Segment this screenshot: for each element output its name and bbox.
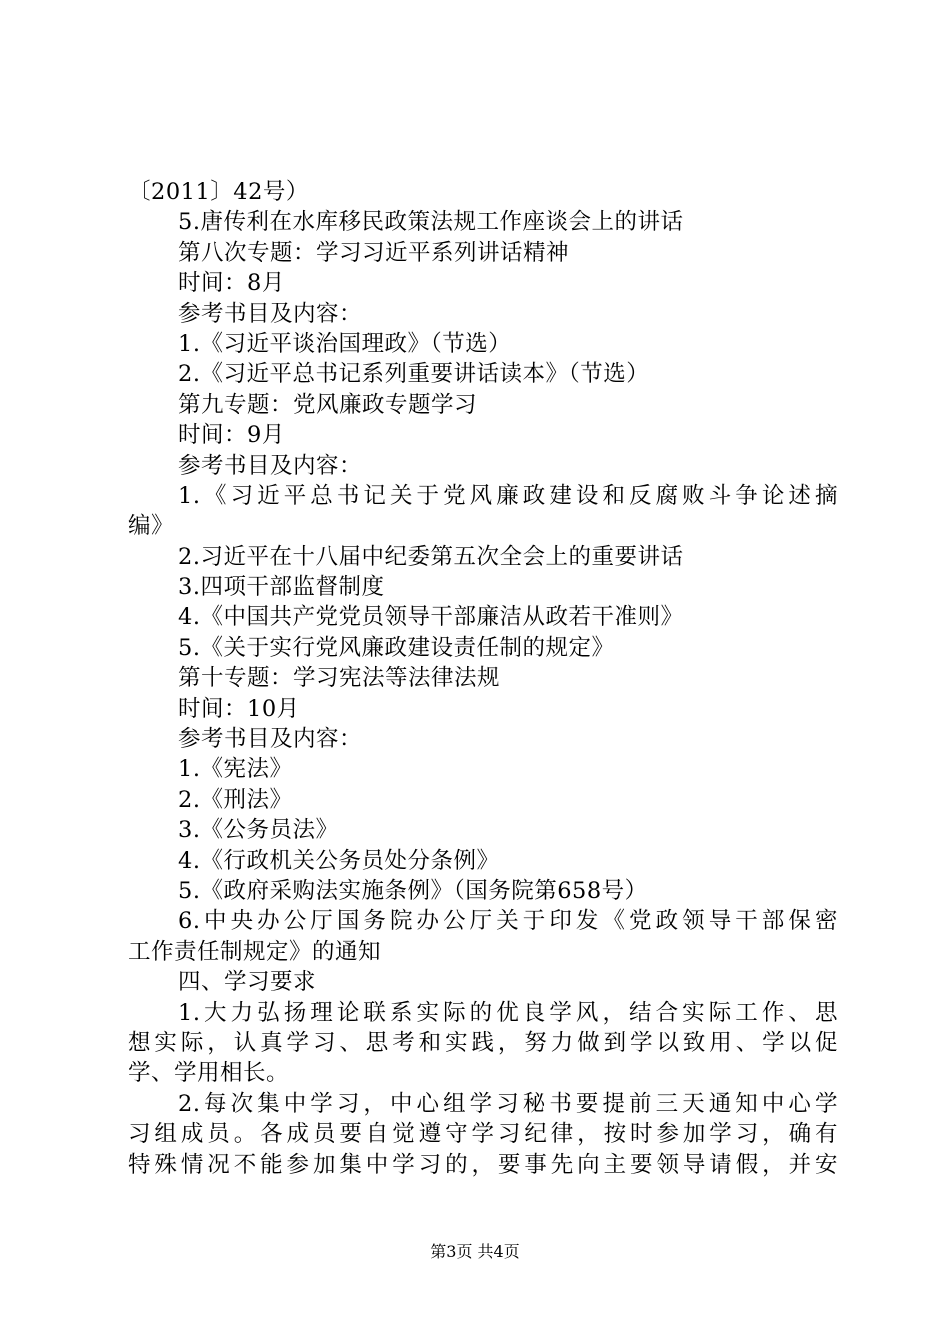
text-line: 4.《行政机关公务员处分条例》 bbox=[178, 847, 500, 874]
text-line: 想实际，认真学习、思考和实践，努力做到学以致用、学以促 bbox=[128, 1029, 838, 1056]
text-line: 〔2011〕42号） bbox=[128, 179, 309, 205]
text-line: 学、学用相长。 bbox=[128, 1060, 290, 1087]
text-line: 特殊情况不能参加集中学习的，要事先向主要领导请假，并安 bbox=[128, 1151, 838, 1178]
text-line: 2.习近平在十八届中纪委第五次全会上的重要讲话 bbox=[178, 543, 684, 570]
text-line: 参考书目及内容： bbox=[178, 726, 363, 753]
text-line: 1.大力弘扬理论联系实际的优良学风，结合实际工作、思 bbox=[178, 999, 838, 1026]
text-line: 习组成员。各成员要自觉遵守学习纪律，按时参加学习，确有 bbox=[128, 1121, 838, 1148]
text-line: 时间：10月 bbox=[178, 695, 300, 722]
text-line: 1.《习近平谈治国理政》（节选） bbox=[178, 330, 512, 357]
page-footer: 第3页 共4页 bbox=[430, 1242, 520, 1261]
text-line: 6.中央办公厅国务院办公厅关于印发《党政领导干部保密 bbox=[178, 908, 838, 935]
text-line: 3.《公务员法》 bbox=[178, 817, 339, 844]
text-line: 工作责任制规定》的通知 bbox=[128, 938, 382, 965]
text-line: 参考书目及内容： bbox=[178, 300, 363, 327]
text-line: 第八次专题：学习习近平系列讲话精神 bbox=[178, 239, 570, 266]
text-line: 时间：8月 bbox=[178, 270, 285, 297]
document-body bbox=[128, 177, 838, 1180]
text-line: 四、学习要求 bbox=[178, 969, 317, 996]
text-line: 5.唐传利在水库移民政策法规工作座谈会上的讲话 bbox=[178, 209, 684, 236]
text-line: 1.《宪法》 bbox=[178, 756, 293, 783]
text-line: 3.四项干部监督制度 bbox=[178, 574, 385, 601]
text-line: 4.《中国共产党党员领导干部廉洁从政若干准则》 bbox=[178, 604, 684, 631]
text-line: 1.《习近平总书记关于党风廉政建设和反腐败斗争论述摘 bbox=[178, 482, 838, 509]
text-line: 参考书目及内容： bbox=[178, 452, 363, 479]
text-line: 2.《习近平总书记系列重要讲话读本》（节选） bbox=[178, 361, 650, 388]
text-line: 编》 bbox=[128, 513, 175, 540]
text-line: 第十专题：学习宪法等法律法规 bbox=[178, 665, 501, 692]
text-line: 第九专题：党风廉政专题学习 bbox=[178, 391, 478, 418]
text-line: 5.《政府采购法实施条例》（国务院第658号） bbox=[178, 877, 648, 904]
text-line: 2.《刑法》 bbox=[178, 786, 293, 813]
text-line: 2.每次集中学习，中心组学习秘书要提前三天通知中心学 bbox=[178, 1090, 838, 1117]
text-line: 5.《关于实行党风廉政建设责任制的规定》 bbox=[178, 634, 615, 661]
text-line: 时间：9月 bbox=[178, 422, 285, 449]
